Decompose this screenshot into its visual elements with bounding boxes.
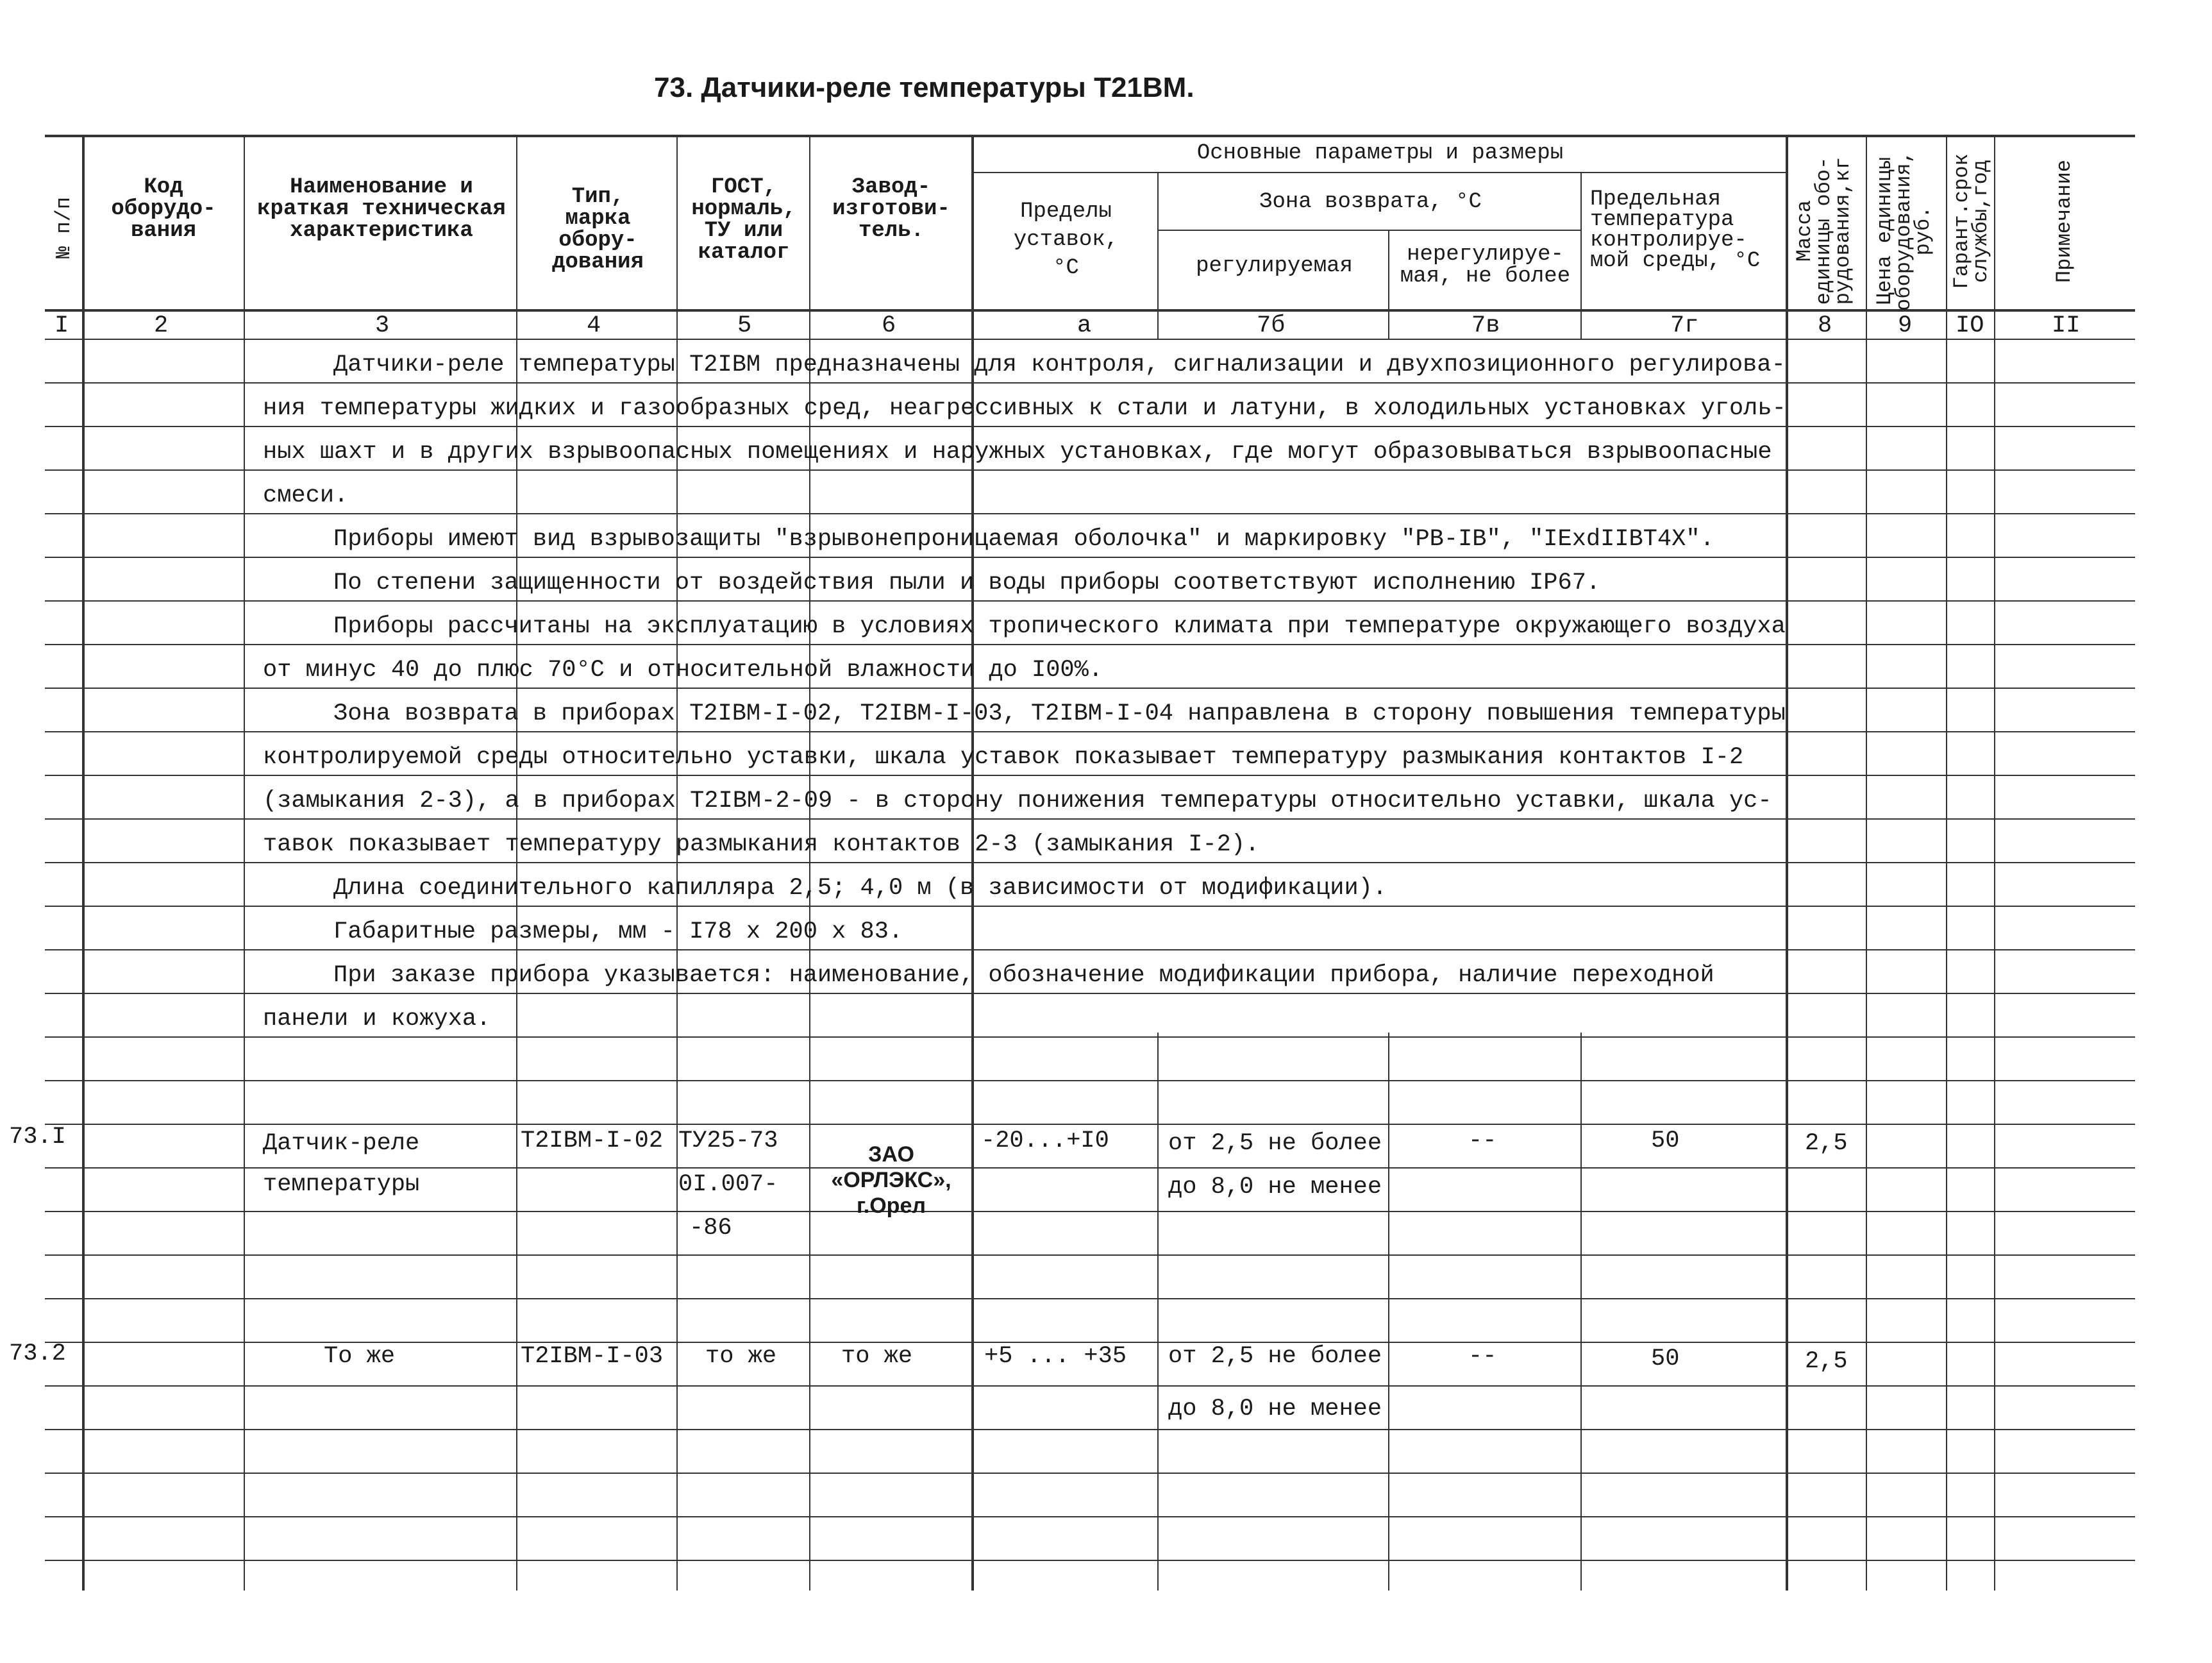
header-zone-regulated: регулируемая [1196,254,1353,278]
header-zone: Зона возврата, °C [1259,190,1482,214]
row-zone-nonreg: -- [1468,1127,1497,1154]
page-title: 73. Датчики-реле температуры Т21ВМ. [654,72,1194,103]
desc-line: Датчики-реле температуры Т2IВМ предназначены для контроля, сигнализации и двухпозиционного регулирова- [333,351,1786,378]
desc-line: смеси. [263,482,349,509]
header-tmax: Предельная температура контролируе- мой среды, °C [1590,187,1761,273]
row-zone-reg: от 2,5 не более [1168,1130,1382,1157]
row-zone-reg: до 8,0 не менее [1168,1174,1382,1201]
colnum-10: IO [1956,312,1984,339]
desc-line: ния температуры жидких и газообразных сред, неагрессивных к стали и латуни, в холодильных установках уголь- [263,395,1786,422]
row-limits: -20...+I0 [981,1127,1109,1154]
colnum-3: 3 [375,312,390,339]
desc-line: Габаритные размеры, мм - I78 х 200 х 83. [333,918,903,945]
row-gost: 0I.007- [678,1171,778,1198]
row-zone-nonreg: -- [1468,1343,1497,1370]
colnum-7v: 7в [1471,312,1500,339]
desc-line: (замыкания 2-3), а в приборах Т2IВМ-2-09 - в сторону понижения температуры относительно уставки, шкала ус- [263,788,1772,815]
colnum-7b: 7б [1257,312,1286,339]
row-limits: +5 ... +35 [984,1343,1127,1370]
row-tmax: 50 [1651,1127,1680,1154]
header-price: Цена единицы оборудования, руб. [1873,151,1935,311]
colnum-7a: а [1077,312,1092,339]
colnum-6: 6 [882,312,896,339]
row-maker: ЗАО «ОРЛЭКС», г.Орел [831,1142,951,1218]
header-maker: Завод- изготови- тель. [832,175,950,243]
header-name: Наименование и краткая техническая характеристика [257,175,506,243]
colnum-2: 2 [154,312,169,339]
colnum-9: 9 [1898,312,1913,339]
desc-line: от минус 40 до плюс 70°С и относительной влажности до I00%. [263,657,1103,684]
desc-line: Зона возврата в приборах Т2IВМ-I-02, Т2IВМ-I-03, Т2IВМ-I-04 направлена в сторону повышения температуры [333,700,1786,727]
desc-line: Приборы имеют вид взрывозащиты "взрывонепроницаемая оболочка" и маркировку "РВ-IВ", "IExdIIВТ4Х". [333,526,1714,553]
header-params: Основные параметры и размеры [1196,141,1564,165]
header-num: № п/п [52,197,76,259]
colnum-8: 8 [1818,312,1832,339]
desc-line: контролируемой среды относительно уставки, шкала уставок показывает температуру размыкания контактов I-2 [263,744,1744,771]
colnum-4: 4 [587,312,601,339]
row-type: Т2IВМ-I-03 [521,1343,664,1370]
desc-line: При заказе прибора указывается: наименование, обозначение модификации прибора, наличие переходной [333,962,1714,989]
desc-line: Длина соединительного капилляра 2,5; 4,0 м (в зависимости от модификации). [333,875,1387,902]
row-mass: 2,5 [1805,1130,1848,1157]
colnum-11: II [2052,312,2081,339]
desc-line: ных шахт и в других взрывоопасных помещениях и наружных установках, где могут образовываться взрывоопасные [263,439,1772,466]
row-mass: 2,5 [1805,1348,1848,1375]
header-note: Примечание [2052,159,2076,283]
row-name: Датчик-реле [263,1130,420,1157]
desc-line: панели и кожуха. [263,1006,491,1033]
desc-line: По степени защищенности от воздействия пыли и воды приборы соответствуют исполнению IP67. [333,570,1601,596]
colnum-5: 5 [737,312,752,339]
row-zone-reg: от 2,5 не более [1168,1343,1382,1370]
row-maker: то же [841,1343,913,1370]
header-mass: Масса единицы обо- рудования,кг [1793,156,1855,305]
row-number: 73.I [9,1124,66,1151]
colnum-1: I [54,312,69,339]
row-name: температуры [263,1171,420,1198]
row-tmax: 50 [1651,1346,1680,1372]
row-name: То же [324,1343,396,1370]
row-zone-reg: до 8,0 не менее [1168,1396,1382,1422]
header-code: Код оборудо- вания [111,175,216,243]
row-type: Т2IВМ-I-02 [521,1127,664,1154]
header-gost: ГОСТ, нормаль, ТУ или каталог [691,175,796,265]
colnum-7g: 7г [1670,312,1699,339]
header-limits: Пределы уставок, °C [1013,199,1119,280]
row-gost: то же [705,1343,777,1370]
desc-line: тавок показывает температуру размыкания контактов 2-3 (замыкания I-2). [263,831,1260,858]
header-type: Тип, марка обору- дования [552,185,644,274]
header-zone-nonregulated: нерегулируе- мая, не более [1400,242,1571,289]
row-number: 73.2 [9,1340,66,1367]
header-warranty: Гарант.срок службы,год [1950,153,1993,289]
row-gost: -86 [689,1215,732,1242]
desc-line: Приборы рассчитаны на эксплуатацию в условиях тропического климата при температуре окружающего воздуха [333,613,1786,640]
row-gost: ТУ25-73 [678,1127,778,1154]
